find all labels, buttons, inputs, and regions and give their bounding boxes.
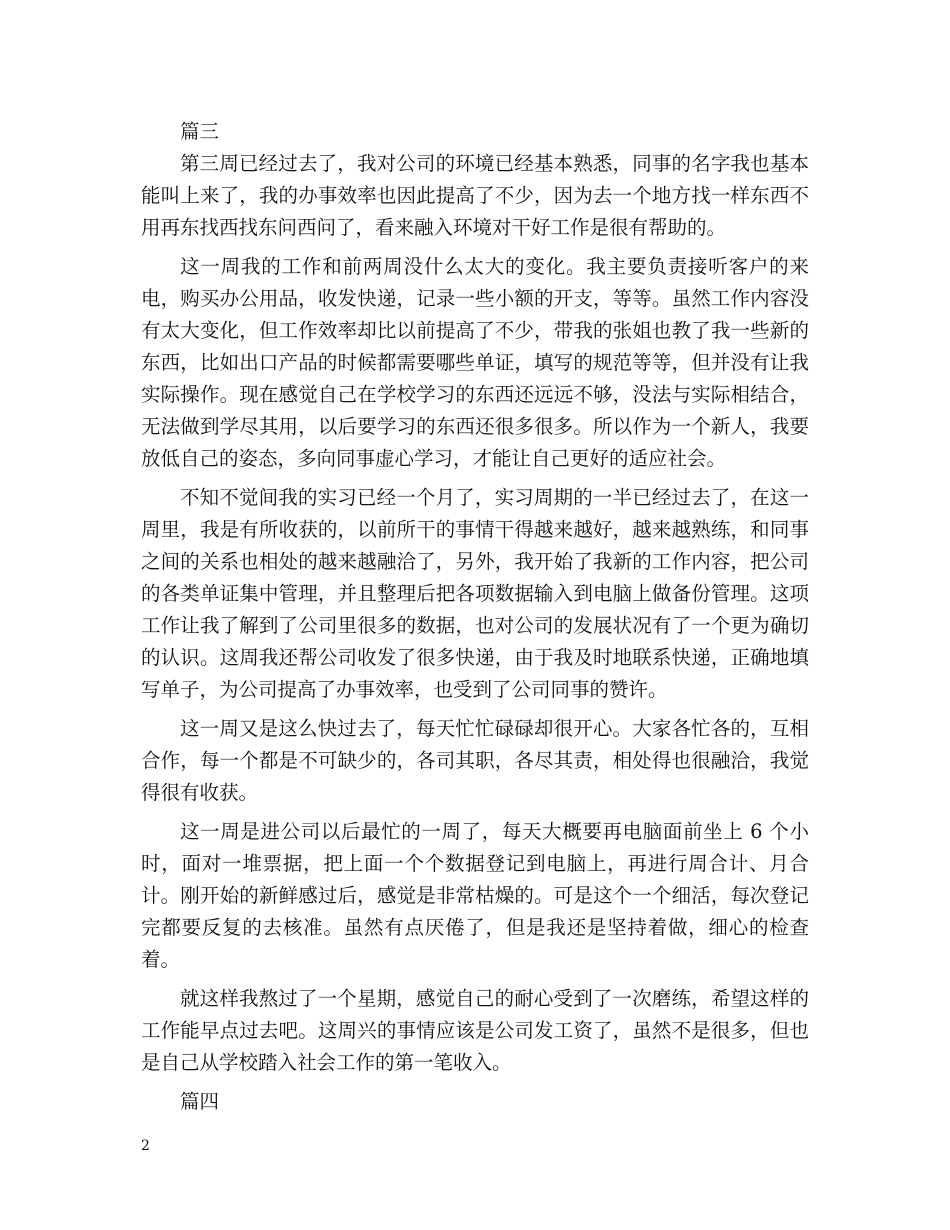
section-heading-3: 篇三 <box>180 120 220 143</box>
paragraph-4: 这一周又是这么快过去了，每天忙忙碌碌却很开心。大家各忙各的，互相合作，每一个都是不可缺少的，各司其职，各尽其责，相处得也很融洽，我觉得很有收获。 <box>141 717 809 804</box>
page-number: 2 <box>141 1138 150 1154</box>
paragraph-1: 第三周已经过去了，我对公司的环境已经基本熟悉，同事的名字我也基本能叫上来了，我的办事效率也因此提高了不少，因为去一个地方找一样东西不用再东找西找东问西问了，看来融入环境对干好工作是很有帮助的。 <box>141 152 809 239</box>
paragraph-3: 不知不觉间我的实习已经一个月了，实习周期的一半已经过去了，在这一周里，我是有所收获的，以前所干的事情干得越来越好，越来越熟练，和同事之间的关系也相处的越来越融洽了，另外，我开始了我新的工作内容，把公司的各类单证集中管理，并且整理后把各项数据输入到电脑上做备份管理。这项工作让我了解到了公司里很多的数据，也对公司的发展状况有了一个更为确切的认识。这周我还帮公司收发了很多快递，由于我及时地联系快递，正确地填写单子，为公司提高了办事效率，也受到了公司同事的赞许。 <box>141 486 809 701</box>
paragraph-2: 这一周我的工作和前两周没什么太大的变化。我主要负责接听客户的来电，购买办公用品，收发快递，记录一些小额的开支，等等。虽然工作内容没有太大变化，但工作效率却比以前提高了不少，带我的张姐也教了我一些新的东西，比如出口产品的时候都需要哪些单证，填写的规范等等，但并没有让我实际操作。现在感觉自己在学校学习的东西还远远不够，没法与实际相结合，无法做到学尽其用，以后要学习的东西还很多很多。所以作为一个新人，我要放低自己的姿态，多向同事虚心学习，才能让自己更好的适应社会。 <box>141 255 809 470</box>
document-body <box>141 116 809 1118</box>
paragraph-5: 这一周是进公司以后最忙的一周了，每天大概要再电脑面前坐上 6 个小时，面对一堆票据，把上面一个个数据登记到电脑上，再进行周合计、月合计。刚开始的新鲜感过后，感觉是非常枯燥的。可是这个一个细活，每次登记完都要反复的去核准。虽然有点厌倦了，但是我还是坚持着做，细心的检查着。 <box>141 820 809 971</box>
paragraph-6: 就这样我熬过了一个星期，感觉自己的耐心受到了一次磨练，希望这样的工作能早点过去吧。这周兴的事情应该是公司发工资了，虽然不是很多，但也是自己从学校踏入社会工作的第一笔收入。 <box>141 987 809 1074</box>
section-heading-4: 篇四 <box>180 1090 220 1113</box>
